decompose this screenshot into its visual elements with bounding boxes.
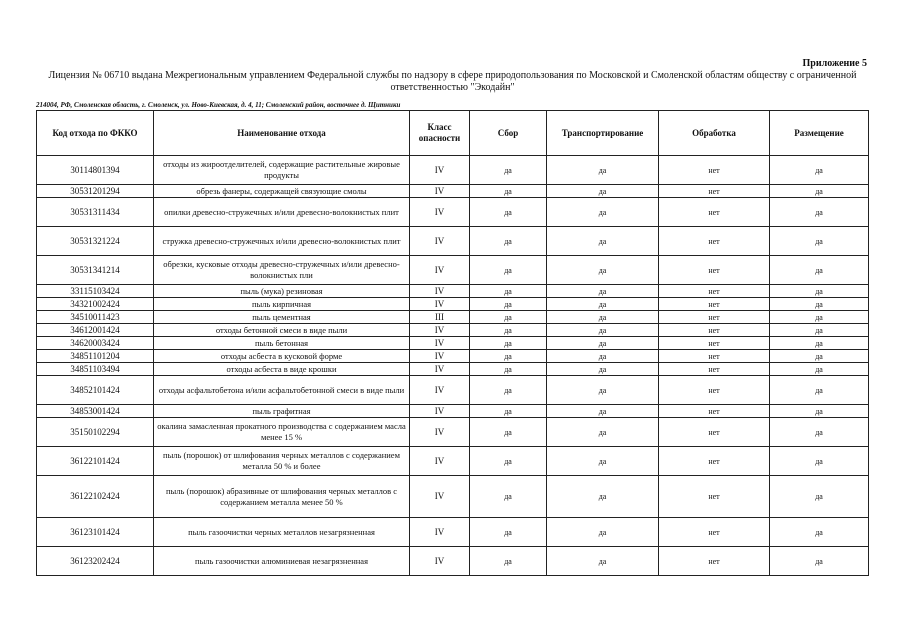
transport-cell: да	[547, 298, 659, 311]
disposal-cell: да	[770, 311, 869, 324]
collection-cell: да	[470, 227, 547, 256]
collection-cell: да	[470, 363, 547, 376]
appendix-label: Приложение 5	[802, 58, 867, 69]
hazard-class-cell: IV	[410, 447, 470, 476]
waste-code-cell: 34852101424	[37, 376, 154, 405]
table-row	[37, 311, 869, 324]
column-header-processing: Обработка	[659, 111, 770, 156]
waste-code-cell: 34510011423	[37, 311, 154, 324]
collection-cell: да	[470, 337, 547, 350]
hazard-class-cell: IV	[410, 518, 470, 547]
processing-cell: нет	[659, 185, 770, 198]
waste-name-cell: пыль (мука) резиновая	[154, 285, 410, 298]
table-row	[37, 227, 869, 256]
table-row	[37, 363, 869, 376]
transport-cell: да	[547, 256, 659, 285]
hazard-class-cell: IV	[410, 298, 470, 311]
column-header-disposal: Размещение	[770, 111, 869, 156]
waste-code-cell: 35150102294	[37, 418, 154, 447]
disposal-cell: да	[770, 156, 869, 185]
table-row	[37, 447, 869, 476]
table-row	[37, 405, 869, 418]
table-body	[37, 156, 869, 576]
disposal-cell: да	[770, 350, 869, 363]
table-row	[37, 418, 869, 447]
waste-code-cell: 36123202424	[37, 547, 154, 576]
transport-cell: да	[547, 198, 659, 227]
waste-name-cell: пыль кирпичная	[154, 298, 410, 311]
waste-code-cell: 36122101424	[37, 447, 154, 476]
transport-cell: да	[547, 547, 659, 576]
waste-name-cell: отходы асфальтобетона и/или асфальтобетонной смеси в виде пыли	[154, 376, 410, 405]
disposal-cell: да	[770, 418, 869, 447]
processing-cell: нет	[659, 337, 770, 350]
hazard-class-cell: IV	[410, 185, 470, 198]
hazard-class-cell: IV	[410, 363, 470, 376]
hazard-class-cell: IV	[410, 256, 470, 285]
hazard-class-cell: IV	[410, 405, 470, 418]
processing-cell: нет	[659, 285, 770, 298]
hazard-class-cell: IV	[410, 418, 470, 447]
disposal-cell: да	[770, 185, 869, 198]
waste-name-cell: пыль газоочистки алюминиевая незагрязненная	[154, 547, 410, 576]
license-text: Лицензия № 06710 выдана Межрегиональным управлением Федеральной службы по надзору в сфере природопользования по Московской и Смоленской областям обществу с ограниченной ответственностью "Экодайн"	[48, 70, 857, 93]
waste-table	[36, 110, 869, 576]
collection-cell: да	[470, 447, 547, 476]
waste-name-cell: пыль цементная	[154, 311, 410, 324]
hazard-class-cell: IV	[410, 198, 470, 227]
address-text: 214004, РФ, Смоленская область, г. Смоленск, ул. Ново-Киевская, д. 4, 11; Смоленский район, восточнее д. Щитники	[36, 101, 401, 109]
waste-name-cell: отходы асбеста в кусковой форме	[154, 350, 410, 363]
waste-code-cell: 36122102424	[37, 476, 154, 518]
hazard-class-cell: IV	[410, 476, 470, 518]
table-row	[37, 198, 869, 227]
waste-name-cell: пыль газоочистки черных металлов незагрязненная	[154, 518, 410, 547]
transport-cell: да	[547, 376, 659, 405]
disposal-cell: да	[770, 447, 869, 476]
collection-cell: да	[470, 185, 547, 198]
column-header-transport: Транспортирование	[547, 111, 659, 156]
column-header-name: Наименование отхода	[154, 111, 410, 156]
disposal-cell: да	[770, 518, 869, 547]
processing-cell: нет	[659, 447, 770, 476]
column-header-code: Код отхода по ФККО	[37, 111, 154, 156]
processing-cell: нет	[659, 418, 770, 447]
processing-cell: нет	[659, 350, 770, 363]
table-row	[37, 256, 869, 285]
waste-code-cell: 30531321224	[37, 227, 154, 256]
disposal-cell: да	[770, 285, 869, 298]
waste-name-cell: пыль графитная	[154, 405, 410, 418]
hazard-class-cell: IV	[410, 227, 470, 256]
disposal-cell: да	[770, 298, 869, 311]
disposal-cell: да	[770, 324, 869, 337]
waste-code-cell: 34853001424	[37, 405, 154, 418]
waste-name-cell: отходы асбеста в виде крошки	[154, 363, 410, 376]
waste-name-cell: пыль (порошок) абразивные от шлифования черных металлов с содержанием металла менее 50 %	[154, 476, 410, 518]
transport-cell: да	[547, 324, 659, 337]
hazard-class-cell: IV	[410, 156, 470, 185]
collection-cell: да	[470, 376, 547, 405]
table-row	[37, 547, 869, 576]
table-header-row	[37, 111, 869, 156]
processing-cell: нет	[659, 405, 770, 418]
hazard-class-cell: IV	[410, 376, 470, 405]
transport-cell: да	[547, 185, 659, 198]
disposal-cell: да	[770, 547, 869, 576]
processing-cell: нет	[659, 363, 770, 376]
collection-cell: да	[470, 198, 547, 227]
processing-cell: нет	[659, 376, 770, 405]
processing-cell: нет	[659, 256, 770, 285]
hazard-class-cell: IV	[410, 324, 470, 337]
table-row	[37, 350, 869, 363]
waste-name-cell: обрезки, кусковые отходы древесно-стружечных и/или древесно-волокнистых пли	[154, 256, 410, 285]
collection-cell: да	[470, 324, 547, 337]
table-row	[37, 337, 869, 350]
table-row	[37, 324, 869, 337]
waste-name-cell: отходы из жироотделителей, содержащие растительные жировые продукты	[154, 156, 410, 185]
table-row	[37, 156, 869, 185]
column-header-collection: Сбор	[470, 111, 547, 156]
collection-cell: да	[470, 285, 547, 298]
waste-name-cell: опилки древесно-стружечных и/или древесно-волокнистых плит	[154, 198, 410, 227]
transport-cell: да	[547, 405, 659, 418]
disposal-cell: да	[770, 227, 869, 256]
column-header-class: Класс опасности	[410, 111, 470, 156]
hazard-class-cell: IV	[410, 285, 470, 298]
waste-code-cell: 34620003424	[37, 337, 154, 350]
disposal-cell: да	[770, 256, 869, 285]
processing-cell: нет	[659, 547, 770, 576]
waste-code-cell: 34321002424	[37, 298, 154, 311]
waste-name-cell: пыль (порошок) от шлифования черных металлов с содержанием металла 50 % и более	[154, 447, 410, 476]
waste-code-cell: 30531201294	[37, 185, 154, 198]
waste-code-cell: 30531341214	[37, 256, 154, 285]
disposal-cell: да	[770, 376, 869, 405]
table-row	[37, 476, 869, 518]
disposal-cell: да	[770, 405, 869, 418]
processing-cell: нет	[659, 324, 770, 337]
collection-cell: да	[470, 298, 547, 311]
waste-code-cell: 34851103494	[37, 363, 154, 376]
collection-cell: да	[470, 256, 547, 285]
transport-cell: да	[547, 285, 659, 298]
processing-cell: нет	[659, 298, 770, 311]
disposal-cell: да	[770, 337, 869, 350]
collection-cell: да	[470, 518, 547, 547]
hazard-class-cell: IV	[410, 337, 470, 350]
waste-code-cell: 30114801394	[37, 156, 154, 185]
processing-cell: нет	[659, 518, 770, 547]
disposal-cell: да	[770, 476, 869, 518]
transport-cell: да	[547, 350, 659, 363]
processing-cell: нет	[659, 156, 770, 185]
transport-cell: да	[547, 227, 659, 256]
waste-code-cell: 30531311434	[37, 198, 154, 227]
processing-cell: нет	[659, 476, 770, 518]
collection-cell: да	[470, 476, 547, 518]
transport-cell: да	[547, 476, 659, 518]
transport-cell: да	[547, 337, 659, 350]
collection-cell: да	[470, 547, 547, 576]
processing-cell: нет	[659, 311, 770, 324]
table-row	[37, 376, 869, 405]
collection-cell: да	[470, 418, 547, 447]
collection-cell: да	[470, 350, 547, 363]
transport-cell: да	[547, 363, 659, 376]
disposal-cell: да	[770, 363, 869, 376]
table-row	[37, 185, 869, 198]
hazard-class-cell: IV	[410, 547, 470, 576]
hazard-class-cell: III	[410, 311, 470, 324]
collection-cell: да	[470, 405, 547, 418]
table-row	[37, 285, 869, 298]
table-row	[37, 518, 869, 547]
waste-name-cell: окалина замасленная прокатного производства с содержанием масла менее 15 %	[154, 418, 410, 447]
waste-code-cell: 34612001424	[37, 324, 154, 337]
collection-cell: да	[470, 311, 547, 324]
transport-cell: да	[547, 156, 659, 185]
waste-code-cell: 34851101204	[37, 350, 154, 363]
waste-name-cell: пыль бетонная	[154, 337, 410, 350]
waste-code-cell: 33115103424	[37, 285, 154, 298]
processing-cell: нет	[659, 198, 770, 227]
waste-name-cell: стружка древесно-стружечных и/или древесно-волокнистых плит	[154, 227, 410, 256]
waste-name-cell: обрезь фанеры, содержащей связующие смолы	[154, 185, 410, 198]
transport-cell: да	[547, 447, 659, 476]
transport-cell: да	[547, 311, 659, 324]
transport-cell: да	[547, 518, 659, 547]
transport-cell: да	[547, 418, 659, 447]
disposal-cell: да	[770, 198, 869, 227]
waste-name-cell: отходы бетонной смеси в виде пыли	[154, 324, 410, 337]
table-row	[37, 298, 869, 311]
hazard-class-cell: IV	[410, 350, 470, 363]
collection-cell: да	[470, 156, 547, 185]
processing-cell: нет	[659, 227, 770, 256]
waste-code-cell: 36123101424	[37, 518, 154, 547]
